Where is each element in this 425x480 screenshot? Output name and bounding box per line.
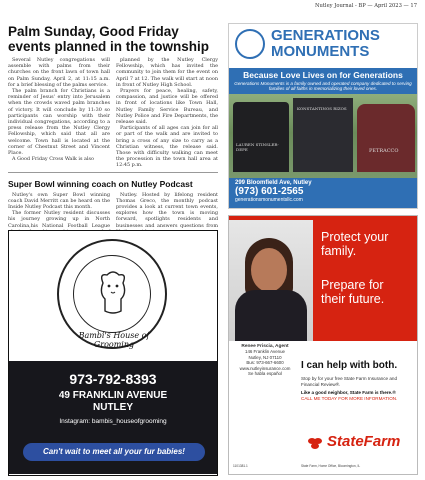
generations-monuments-ad[interactable] [228,23,418,209]
stone-left-label: LAUREN STINSLER-DEPE [236,142,279,152]
stone-right-label: PETRACCO [369,148,399,154]
sf-agent-address1: 146 Franklin Avenue [245,349,285,355]
article1-body [8,57,218,169]
sf-headline2: Prepare for their future. [321,278,385,306]
gen-banner [229,68,417,94]
article1-p5: Prayers for peace, healing, safety, compassion, and justice will be offered in front of locations like Town Hall, Nutley Family Service Bureau, and Nutley Police and Fire Departments, the release said. [116,88,218,126]
gen-banner-sub: Generations Monuments is a family owned and operated company dedicated to serving families of all faiths in memorializing their loved ones. [234,81,412,91]
divider [8,172,218,173]
sf-agent-web[interactable]: www.nutleyinsurance.com [239,365,291,371]
article1-p3: A Good Friday Cross Walk is also [12,156,94,163]
bambi-phone[interactable]: 973-792-8393 [69,371,157,387]
bambi-logo [57,239,167,349]
gen-header [229,24,417,68]
bambi-info-bar [9,361,217,474]
state-farm-ovals-icon [307,435,323,451]
agent-face [251,248,287,292]
bambi-instagram[interactable]: Instagram: bambis_houseofgrooming [59,418,167,425]
sf-headline1: Protect your family. [321,230,389,258]
page-folio: Nutley Journal - BP — April 2023 — 17 [314,3,417,9]
headstone-black [233,102,289,172]
article2-headline: Super Bowl winning coach on Nutley Podcast [8,178,193,189]
article1-headline: Palm Sunday, Good Friday events planned in the township [8,24,210,54]
bambi-brand-name: Bambi's House of Grooming [78,331,150,349]
sf-agent-address2: Nutley, NJ 07110 [248,354,282,360]
sf-agent-phone[interactable]: Bus: 973-667-6600 [246,360,284,366]
sf-copy2: Like a good neighbor, State Farm is there.® [301,390,396,395]
sf-help-line: I can help with both. [301,360,398,371]
gen-contact-bar [229,178,417,208]
headstone-gray [293,98,353,172]
bambi-address-line2: NUTLEY [93,402,133,413]
article2-p2: The former Nutley resident discusses his journey growing up in North Carolina,his National Football League [8,210,110,229]
article1-p2: The palm branch for Christians is a reminder of Jesus' entry into Jerusalem when the crowds waved palm branches of victory. It will conclude by 11:30 so participants can worship with their individual congregations, according to a press release from the Nutley Clergy Fellowship, which said that all are welcome. Town hall is located at the corner of Chestnut Street and Vincent Place. [8,88,110,157]
monument-logo-icon [235,29,265,59]
article1-col1 [8,57,110,169]
gen-phone[interactable]: (973) 601-2565 [235,186,304,197]
gen-title-line1: GENERATIONS [271,27,380,44]
stone-mid-label: KONSTANTINOS RIZOS [297,106,347,111]
article1-p6: Participants of all ages can join for all or part of the walk and are invited to bring a cross of any size to carry as a Christian witness, the release said. Those with difficulty walking can meet the procession in the town hall area at 12:45 p.m. [116,125,218,169]
bambi-grooming-ad[interactable] [8,230,218,476]
state-farm-logo: StateFarm [327,433,401,450]
sf-copy3: CALL ME TODAY FOR MORE INFORMATION. [301,396,398,401]
sf-agent-name: Renee Friscia, Agent [241,344,289,349]
gen-title-line2: MONUMENTS [271,43,370,60]
agent-photo [229,220,313,341]
dog-icon [93,269,133,317]
bambi-address-line1: 49 FRANKLIN AVENUE [58,390,168,401]
gen-address: 299 Bloomfield Ave, Nutley [235,180,312,186]
gen-monument-photo [229,94,417,190]
article1-col2 [116,57,218,169]
agent-body [235,290,307,341]
gen-title [271,28,380,60]
sf-copy1: Stop by for your free State Farm Insurance and Financial Review®. [301,376,398,387]
gen-website[interactable]: generationsmonumentsllc.com [235,197,303,203]
sf-agent-lang: Se habla español [248,371,282,377]
sf-red-panel [229,216,417,341]
sf-copy [301,376,413,402]
article2-p4: Nutley. Hosted by lifelong resident Thomas Greco, the monthly podcast provides a look at current town events, explores how the town is moving forward, spotlights residents and businesses and answers questions from [116,191,218,229]
article1-p1: Several Nutley congregations will assemble with palms from their churches on the front lawn of town hall on Palm Sunday, April 2, at 11:15 a.m. for a brief blessing of the palms service. [8,57,110,88]
sf-agent-info [233,344,297,376]
article1-p4: planned by the Nutley Clergy Fellowship, which has invited the community to join them for the event on April 7 at 12. The walk will start at noon in front of Nutley High School. [116,57,218,88]
headstone-red [357,104,415,172]
gen-banner-slogan: Because Love Lives on for Generations [243,70,403,80]
sf-foot-code: 1101381.1 [233,464,248,468]
state-farm-ad[interactable] [228,215,418,475]
sf-foot-company: State Farm, Home Office, Bloomington, IL [301,464,361,468]
article2-p1: Nutley's own Super Bowl winning coach David Merritt can be heard on the Inside Nutley Podcast this month. [8,191,110,211]
bambi-tagline: Can't wait to meet all your fur babies! [23,443,205,461]
